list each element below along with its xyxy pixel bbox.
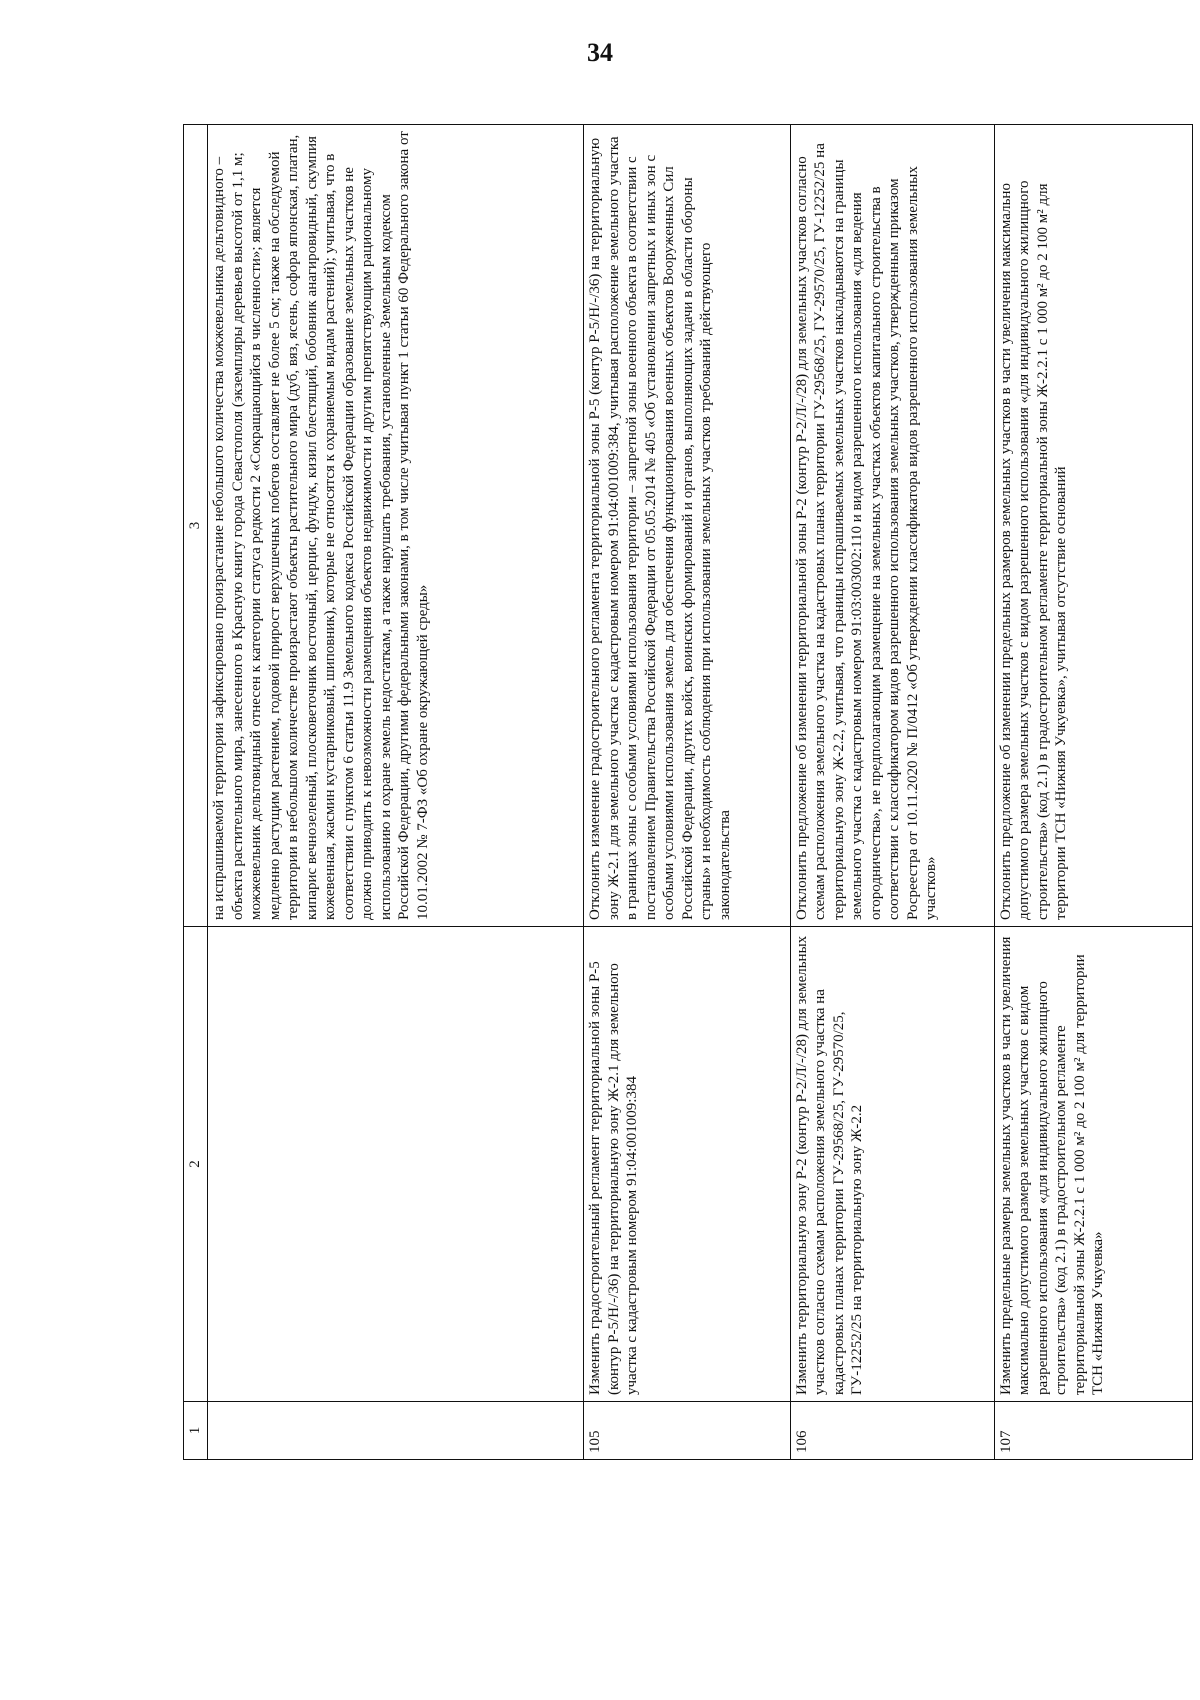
table-row xyxy=(208,125,584,1460)
decision-cell: Отклонить изменение градостроительного регламента территориальной зоны Р-5 (контур Р-5/Н/-/36) на территориальную зону Ж-2.1 для земельного участка с кадастровым номером 91:04:001009:384, учитывая расположение земельного участка в границах зоны с особыми условиями использования территории – запретной зоны военного объекта в соответствии с постановлением Правительства Российской Федерации от 05.05.2014 № 405 «Об установлении запретных и иных зон с особыми условиями использования земель для обеспечения функционирования военных объектов Вооруженных Сил Российской Федерации, других войск, воинских формирований и органов, выполняющих задачи в области обороны страны» и необходимость соблюдения при использовании земельных участков требований действующего законодательства xyxy=(584,125,791,927)
rotated-table-container xyxy=(183,125,1193,1460)
table-row xyxy=(994,125,1192,1460)
proposal-cell: Изменить территориальную зону Р-2 (контур Р-2/Л/-/28) для земельных участков согласно схемам расположения земельного участка на кадастровых планах территории ГУ-29568/25, ГУ-29570/25, ГУ-12252/25 на территориальную зону Ж-2.2 xyxy=(790,927,994,1402)
row-number: 107 xyxy=(994,1402,1192,1460)
decision-cell: Отклонить предложение об изменении предельных размеров земельных участков в части увеличения максимально допустимого размера земельных участков с видом разрешенного использования «для индивидуального жилищного строительства» (код 2.1) в градостроительном регламенте территориальной зоны Ж-2.2.1 с 1 000 м² до 2 100 м² для территории ТСН «Нижняя Учкуевка», учитывая отсутствие оснований xyxy=(994,125,1192,927)
decision-cell: на испрашиваемой территории зафиксировано произрастание небольшого количества можжевельника дельтовидного – объекта растительного мира, занесенного в Красную книгу города Севастополя (экземпляры деревьев высотой от 1,1 м; можжевельник дельтовидный отнесен к категории статуса редкости 2 «Сокращающийся в численности»; является медленно растущим растением, годовой прирост верхушечных побегов составляет не более 5 см; также на обследуемой территории в небольшом количестве произрастают объекты растительного мира (дуб, вяз, ясень, софора японская, платан, кипарис вечнозеленый, плосковеточник восточный, церцис, фундук, кизил блестящий, бобовник анагировидный, скумпия кожевенная, жасмин кустарниковый, шиповник), которые не относятся к охраняемым видам растений); учитывая, что в соответствии с пунктом 6 статьи 11.9 Земельного кодекса Российской Федерации образование земельных участков не должно приводить к невозможности размещения объектов недвижимости и другим препятствующим рациональному использованию и охране земель недостаткам, а также нарушать требования, установленные Земельным кодексом Российской Федерации, другими федеральными законами, в том числе учитывая пункт 1 статьи 60 Федерального закона от 10.01.2002 № 7-ФЗ «Об охране окружающей среды» xyxy=(208,125,584,927)
table-row xyxy=(584,125,791,1460)
proposal-cell: Изменить предельные размеры земельных участков в части увеличения максимально допустимого размера земельных участков с видом разрешенного использования «для индивидуального жилищного строительства» (код 2.1) в градостроительном регламенте территориальной зоны Ж-2.2.1 с 1 000 м² до 2 100 м² для территории ТСН «Нижняя Учкуевка» xyxy=(994,927,1192,1402)
proposal-cell xyxy=(208,927,584,1402)
row-number: 106 xyxy=(790,1402,994,1460)
table-header-row xyxy=(184,125,208,1460)
page-number: 34 xyxy=(587,38,613,67)
decision-cell: Отклонить предложение об изменении территориальной зоны Р-2 (контур Р-2/Л/-/28) для земельных участков согласно схемам расположения земельного участка на кадастровых планах территории ГУ-29568/25, ГУ-29570/25, ГУ-12252/25 на территориальную зону Ж-2.2, учитывая, что границы испрашиваемых земельных участков накладываются на границы земельного участка с кадастровым номером 91:03:003002:110 и видом разрешенного использования «для ведения огородничества», не предполагающим размещение на земельных участках объектов капитального строительства в соответствии с классификатором видов разрешенного использования земельных участков, утвержденным приказом Росреестра от 10.11.2020 № П/0412 «Об утверждении классификатора видов разрешенного использования земельных участков» xyxy=(790,125,994,927)
decisions-table xyxy=(183,124,1193,1460)
row-number: 105 xyxy=(584,1402,791,1460)
row-number xyxy=(208,1402,584,1460)
header-col-3: 3 xyxy=(184,125,208,927)
header-col-2: 2 xyxy=(184,927,208,1402)
table-row xyxy=(790,125,994,1460)
proposal-cell: Изменить градостроительный регламент территориальной зоны Р-5 (контур Р-5/Н/-/36) на территориальную зону Ж-2.1 для земельного участка с кадастровым номером 91:04:001009:384 xyxy=(584,927,791,1402)
header-col-1: 1 xyxy=(184,1402,208,1460)
